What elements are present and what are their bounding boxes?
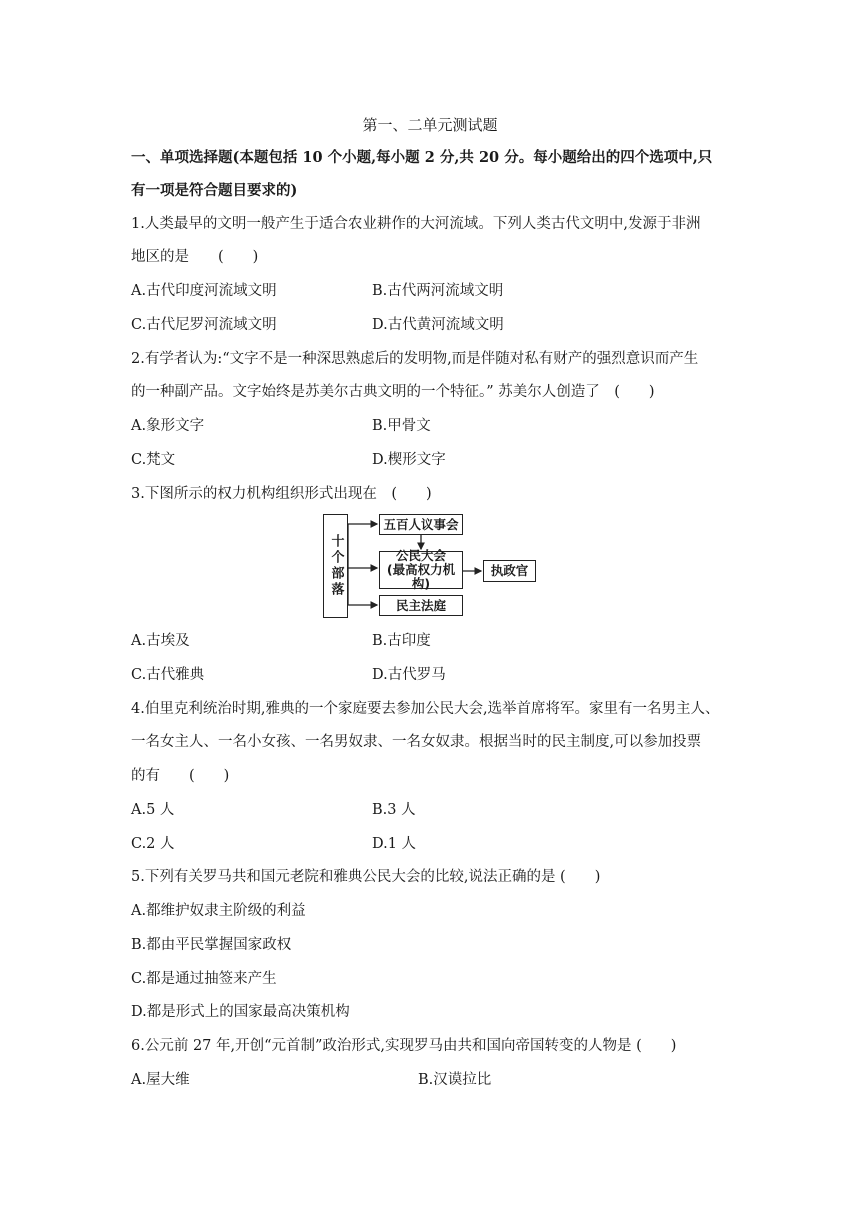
council-of-500-label: 五百人议事会 (383, 516, 459, 532)
q2-option-c: C.梵文 (131, 452, 176, 468)
q2-option-d: D.楔形文字 (372, 452, 446, 468)
q3-option-a: A.古埃及 (131, 633, 190, 649)
archon-label: 执政官 (490, 563, 529, 578)
q2-option-a: A.象形文字 (131, 418, 205, 434)
page-title: 第一、二单元测试题 (362, 116, 498, 134)
q2-option-b: B.甲骨文 (372, 418, 431, 434)
q4-stem-line1: 4.伯里克利统治时期,雅典的一个家庭要去参加公民大会,选举首席将军。家里有一名男主人、 (131, 701, 720, 717)
q5-stem-line1: 5.下列有关罗马共和国元老院和雅典公民大会的比较,说法正确的是 ( ) (131, 869, 601, 885)
q3-stem-line1: 3.下图所示的权力机构组织形式出现在 ( ) (131, 486, 432, 502)
assembly-label: 公民大会 (395, 548, 446, 563)
section-heading-line1: 一、单项选择题(本题包括 10 个小题,每小题 2 分,共 20 分。每小题给出的四个选项中,只 (131, 149, 713, 166)
q4-option-a: A.5 人 (131, 802, 175, 818)
q2-stem-line2: 的一种副产品。文字始终是苏美尔古典文明的一个特征。” 苏美尔人创造了 ( ) (131, 384, 655, 400)
q4-option-b: B.3 人 (372, 802, 416, 818)
archon-box (483, 560, 536, 582)
assembly-box (379, 548, 463, 591)
q1-stem-line1: 1.人类最早的文明一般产生于适合农业耕作的大河流域。下列人类古代文明中,发源于非洲 (131, 216, 701, 232)
peoples-court-box (379, 595, 463, 616)
q6-stem-line1: 6.公元前 27 年,开创“元首制”政治形式,实现罗马由共和国向帝国转变的人物是 ( ) (131, 1038, 677, 1054)
q5-option-a: A.都维护奴隶主阶级的利益 (131, 903, 306, 919)
q3-option-c: C.古代雅典 (131, 667, 205, 683)
q6-option-b: B.汉谟拉比 (418, 1072, 492, 1088)
q3-option-d: D.古代罗马 (372, 667, 446, 683)
q4-stem-line2: 一名女主人、一名小女孩、一名男奴隶、一名女奴隶。根据当时的民主制度,可以参加投票 (131, 734, 702, 750)
q4-stem-line3: 的有 ( ) (131, 768, 230, 784)
q1-option-d: D.古代黄河流域文明 (372, 317, 504, 333)
ten-tribes-label: 十个部落 (328, 534, 344, 598)
q1-option-c: C.古代尼罗河流域文明 (131, 317, 277, 333)
q5-option-b: B.都由平民掌握国家政权 (131, 937, 292, 953)
assembly-sublabel: (最高权力机构) (386, 562, 456, 591)
q1-stem-line2: 地区的是 ( ) (131, 249, 259, 265)
q4-option-d: D.1 人 (372, 836, 417, 852)
council-of-500-box (379, 514, 463, 535)
q3-option-b: B.古印度 (372, 633, 431, 649)
q1-option-b: B.古代两河流域文明 (372, 283, 504, 299)
q4-option-c: C.2 人 (131, 836, 175, 852)
q5-option-d: D.都是形式上的国家最高决策机构 (131, 1004, 350, 1020)
q1-option-a: A.古代印度河流域文明 (131, 283, 277, 299)
q5-option-c: C.都是通过抽签来产生 (131, 971, 277, 987)
athens-power-diagram (323, 510, 538, 622)
q6-option-a: A.屋大维 (131, 1072, 190, 1088)
q2-stem-line1: 2.有学者认为:“文字不是一种深思熟虑后的发明物,而是伴随对私有财产的强烈意识而产生 (131, 351, 699, 367)
peoples-court-label: 民主法庭 (395, 597, 446, 613)
ten-tribes-box (323, 514, 348, 618)
section-heading-line2: 有一项是符合题目要求的) (131, 182, 298, 199)
